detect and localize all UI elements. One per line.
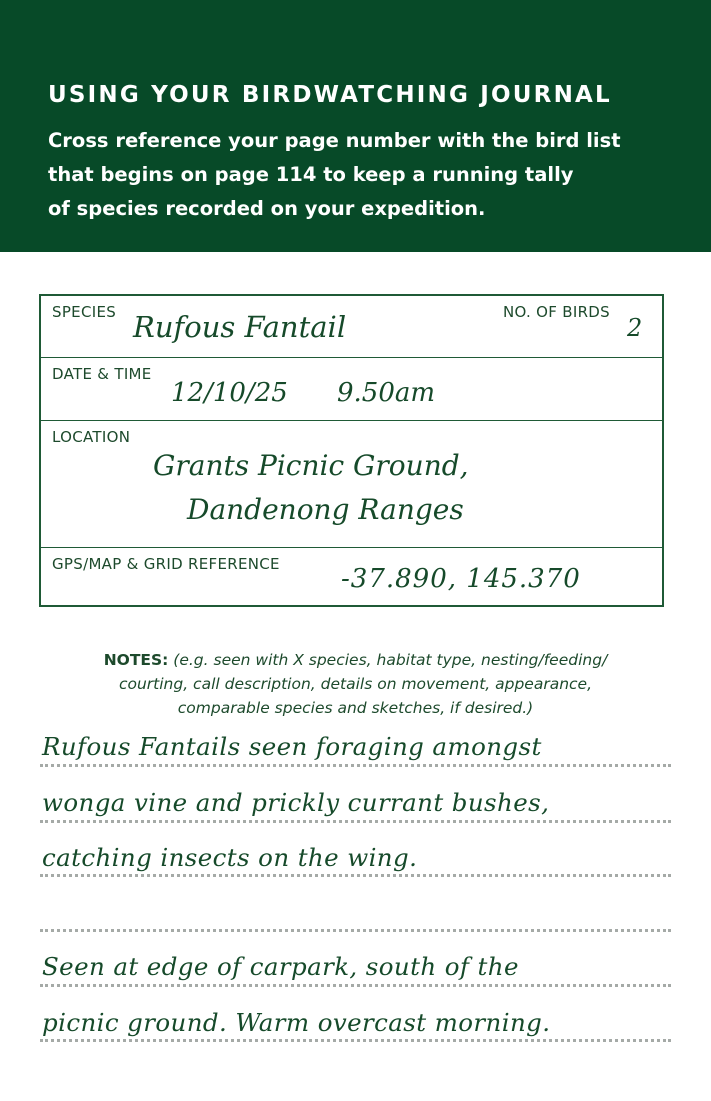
banner-title: USING YOUR BIRDWATCHING JOURNAL [48, 82, 612, 108]
note-line-3: catching insects on the wing. [42, 843, 418, 872]
species-row [41, 296, 662, 358]
note-line-6: picnic ground. Warm overcast morning. [42, 1008, 551, 1037]
banner-line: that begins on page 114 to keep a running tally [48, 163, 574, 186]
header-banner [0, 0, 711, 252]
ruled-line [40, 764, 671, 767]
bird-count-value[interactable]: 2 [627, 314, 643, 342]
species-label: SPECIES [52, 303, 117, 321]
location-label: LOCATION [52, 428, 131, 446]
location-line-2[interactable]: Dandenong Ranges [187, 493, 464, 526]
note-line-2: wonga vine and prickly currant bushes, [42, 788, 550, 817]
gps-label: GPS/MAP & GRID REFERENCE [52, 555, 280, 573]
notes-instructions [40, 648, 671, 720]
notes-hint-2: courting, call description, details on movement, appearance, [118, 675, 593, 693]
ruled-line [40, 820, 671, 823]
gps-row [41, 548, 662, 607]
sighting-record-form [39, 294, 664, 607]
bird-count-label: NO. OF BIRDS [503, 303, 610, 321]
gps-value[interactable]: -37.890, 145.370 [341, 564, 581, 594]
notes-label: NOTES: [103, 651, 169, 669]
location-line-1[interactable]: Grants Picnic Ground, [153, 449, 469, 482]
ruled-line [40, 874, 671, 877]
ruled-line [40, 984, 671, 987]
banner-line: Cross reference your page number with the bird list [48, 129, 621, 152]
notes-hint-3: comparable species and sketches, if desired.) [177, 699, 534, 717]
ruled-line [40, 1039, 671, 1042]
datetime-label: DATE & TIME [52, 365, 152, 383]
datetime-row [41, 358, 662, 421]
banner-line: of species recorded on your expedition. [48, 197, 486, 220]
species-value[interactable]: Rufous Fantail [133, 310, 347, 344]
date-value[interactable]: 12/10/25 [171, 378, 288, 408]
note-line-5: Seen at edge of carpark, south of the [42, 952, 519, 981]
time-value[interactable]: 9.50am [337, 378, 436, 408]
location-row [41, 421, 662, 548]
note-line-1: Rufous Fantails seen foraging amongst [42, 732, 542, 761]
banner-instructions [48, 124, 668, 226]
ruled-line [40, 929, 671, 932]
notes-hint-1: (e.g. seen with X species, habitat type, nesting/feeding/ [173, 651, 608, 669]
